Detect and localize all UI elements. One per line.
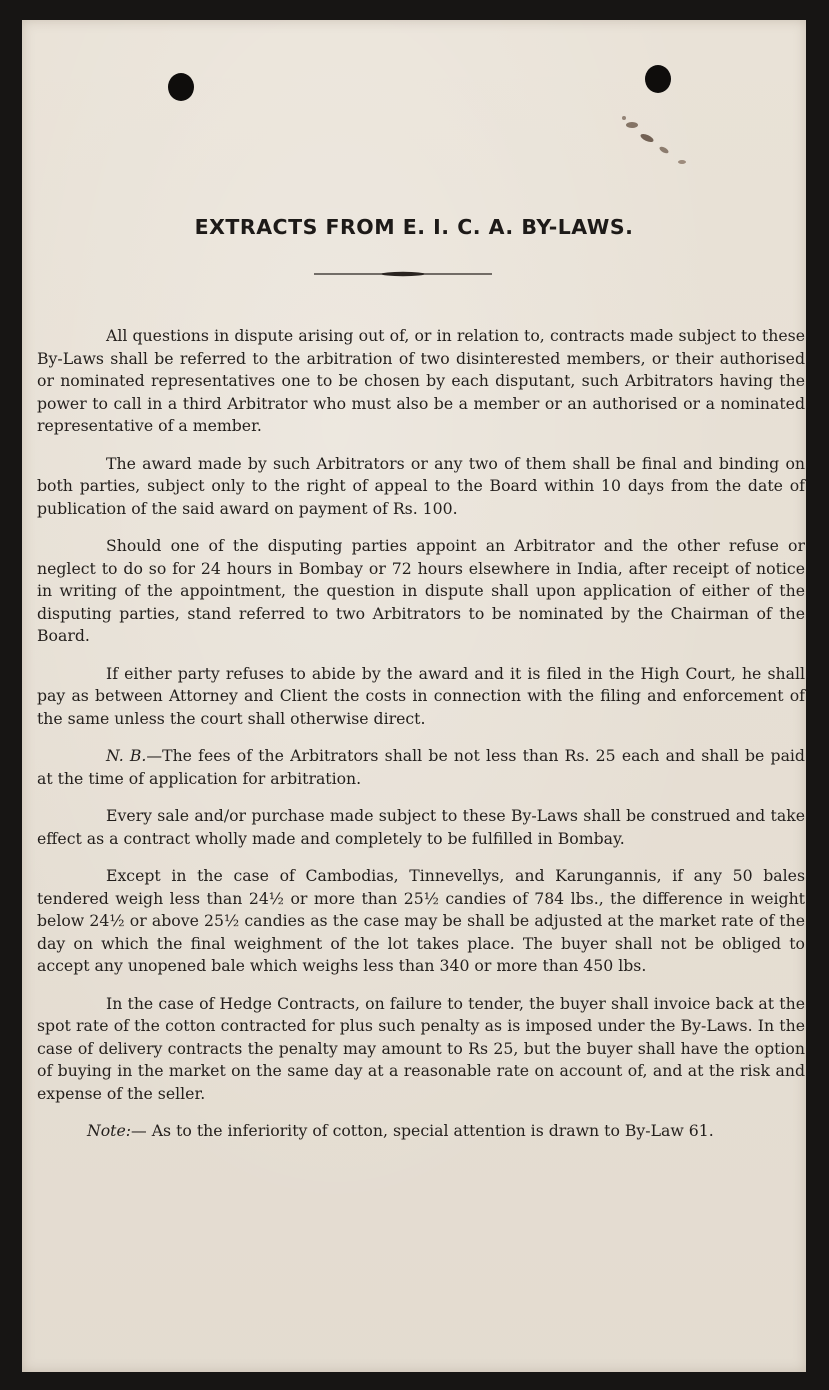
nb-text: —The fees of the Arbitrators shall be not less than Rs. 25 each and shall be paid at the time of application for arbitration. [37,746,805,788]
ink-stain [612,110,702,170]
note-label: Note: [87,1121,132,1140]
appointment-paragraph: Should one of the disputing parties appoint an Arbitrator and the other refuse or neglect to do so for 24 hours in Bombay or 72 hours elsewhere in India, after receipt of notice in writing of the appointment, the question in dispute shall upon application of either of the disputing parties, stand referred to two Arbitrators to be nominated by the Chairman of the Board. [37,536,805,645]
award-paragraph: The award made by such Arbitrators or any two of them shall be final and binding on both parties, subject only to the right of appeal to the Board within 10 days from the date of publication of the said award on payment of Rs. 100. [37,453,805,518]
decorative-rule [314,271,492,277]
note-paragraph [37,1120,805,1143]
arbitration-paragraph: All questions in dispute arising out of, or in relation to, contracts made subject to these By-Laws shall be referred to the arbitration of two disinterested members, or their authorised or nominated representatives one to be chosen by each disputant, such Arbitrators having the power to call in a third Arbitrator who must also be a member or an authorised or a nominated representative of a member. [37,326,805,435]
high-court-paragraph: If either party refuses to abide by the award and it is filed in the High Court, he shall pay as between Attorney and Client the costs in connection with the filing and enforcement of the same unless the court shall otherwise direct. [37,663,805,728]
bylaw-text [37,325,805,1143]
note-text: — As to the inferiority of cotton, special attention is drawn to By-Law 61. [131,1121,714,1140]
page-title: EXTRACTS FROM E. I. C. A. BY-LAWS. [194,215,634,239]
bombay-contract-paragraph: Every sale and/or purchase made subject to these By-Laws shall be construed and take effect as a contract wholly made and completely to be fulfilled in Bombay. [37,806,805,848]
document-page [22,20,806,1372]
fees-paragraph [37,745,805,790]
punch-hole-right [645,65,671,93]
nb-label: N. B. [106,746,147,765]
weight-paragraph: Except in the case of Cambodias, Tinnevellys, and Karungannis, if any 50 bales tendered weigh less than 24½ or more than 25½ candies of 784 lbs., the difference in weight below 24½ or above 25½ candies as the case may be shall be adjusted at the market rate of the day on which the final weighment of the lot takes place. The buyer shall not be obliged to accept any unopened bale which weighs less than 340 or more than 450 lbs. [37,866,805,975]
punch-hole-left [168,73,194,101]
hedge-contracts-paragraph: In the case of Hedge Contracts, on failure to tender, the buyer shall invoice back at the spot rate of the cotton contracted for plus such penalty as is imposed under the By-Laws. In the case of delivery contracts the penalty may amount to Rs 25, but the buyer shall have the option of buying in the market on the same day at a reasonable rate on account of, and at the risk and expense of the seller. [37,993,805,1103]
